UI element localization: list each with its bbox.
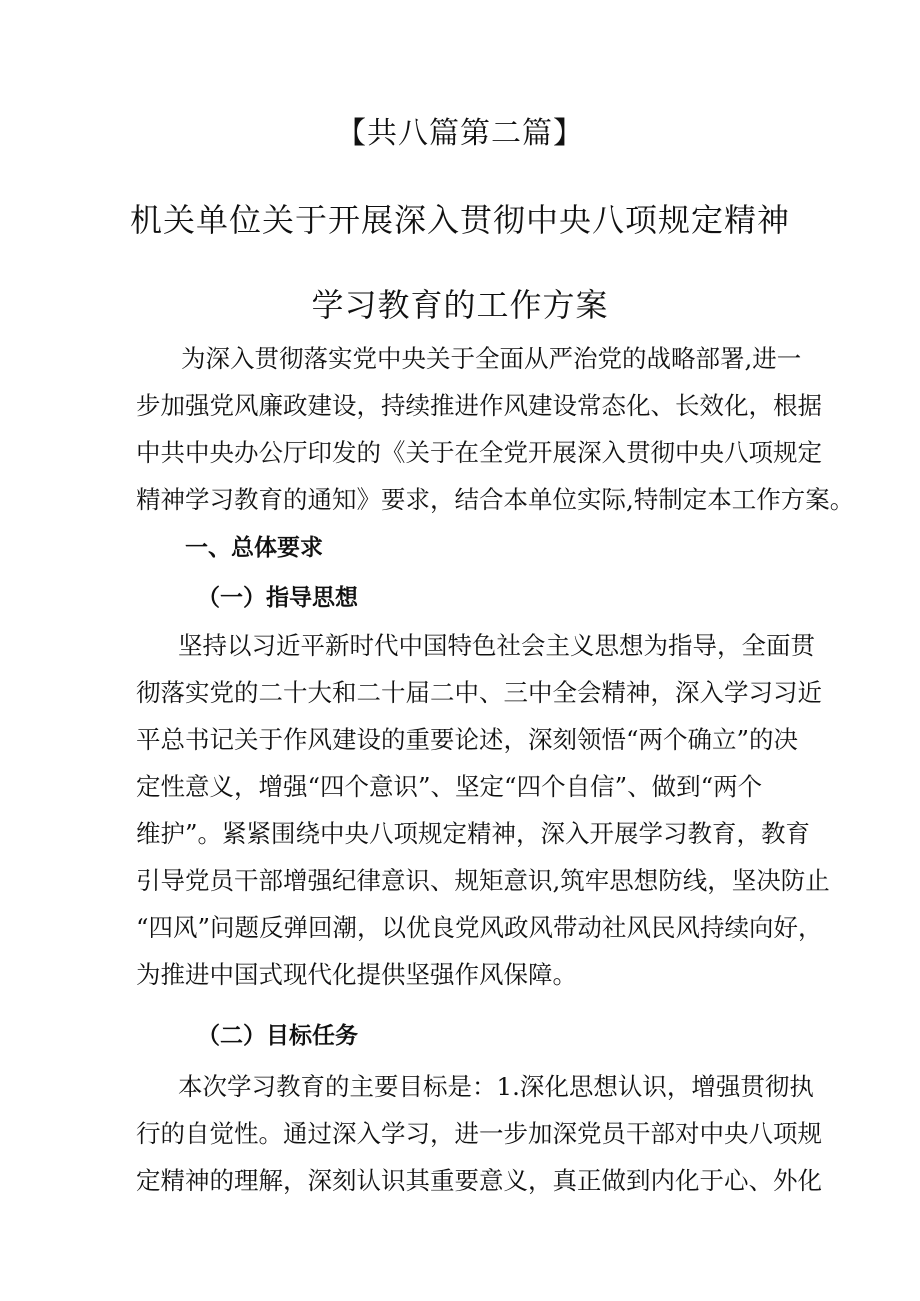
subsection-heading-objectives: （二）目标任务: [197, 1023, 358, 1049]
series-label: 【共八篇第二篇】: [336, 116, 584, 151]
paragraph-line: 彻落实党的二十大和二十届二中、三中全会精神，深入学习习近: [136, 678, 822, 707]
paragraph-line: 定性意义，增强“四个意识”、坚定“四个自信”、做到“两个: [136, 772, 763, 801]
paragraph-line: 坚持以习近平新时代中国特色社会主义思想为指导，全面贯: [178, 631, 815, 660]
paragraph-line: 维护”。紧紧围绕中央八项规定精神，深入开展学习教育，教育: [136, 819, 811, 848]
paragraph-line: 定精神的理解，深刻认识其重要意义，真正做到内化于心、外化: [136, 1166, 822, 1195]
section-heading-general-requirements: 一、总体要求: [185, 535, 323, 561]
guiding-thought-paragraph: [136, 622, 830, 998]
intro-paragraph: [136, 335, 855, 523]
subsection-heading-guiding-thought: （一）指导思想: [197, 585, 358, 611]
paragraph-line: “四风”问题反弹回潮，以优良党风政风带动社风民风持续向好，: [136, 913, 823, 942]
intro-line: 中共中央办公厅印发的《关于在全党开展深入贯彻中央八项规定: [136, 438, 822, 467]
document-title-line-2: 学习教育的工作方案: [311, 286, 609, 324]
paragraph-line: 为推进中国式现代化提供坚强作风保障。: [136, 960, 577, 989]
objectives-paragraph: [136, 1063, 822, 1204]
paragraph-line: 行的自觉性。通过深入学习，进一步加深党员干部对中央八项规: [136, 1119, 822, 1148]
intro-line: 步加强党风廉政建设，持续推进作风建设常态化、长效化，根据: [136, 391, 822, 420]
paragraph-line: 引导党员干部增强纪律意识、规矩意识,筑牢思想防线，坚决防止: [136, 866, 830, 895]
intro-line: 精神学习教育的通知》要求，结合本单位实际,特制定本工作方案。: [136, 485, 855, 514]
paragraph-line: 平总书记关于作风建设的重要论述，深刻领悟“两个确立”的决: [136, 725, 799, 754]
document-title-line-1: 机关单位关于开展深入贯彻中央八项规定精神: [129, 201, 790, 239]
intro-line: 为深入贯彻落实党中央关于全面从严治党的战略部署,进一: [181, 344, 802, 373]
paragraph-line: 本次学习教育的主要目标是：1.深化思想认识，增强贯彻执: [178, 1072, 814, 1101]
